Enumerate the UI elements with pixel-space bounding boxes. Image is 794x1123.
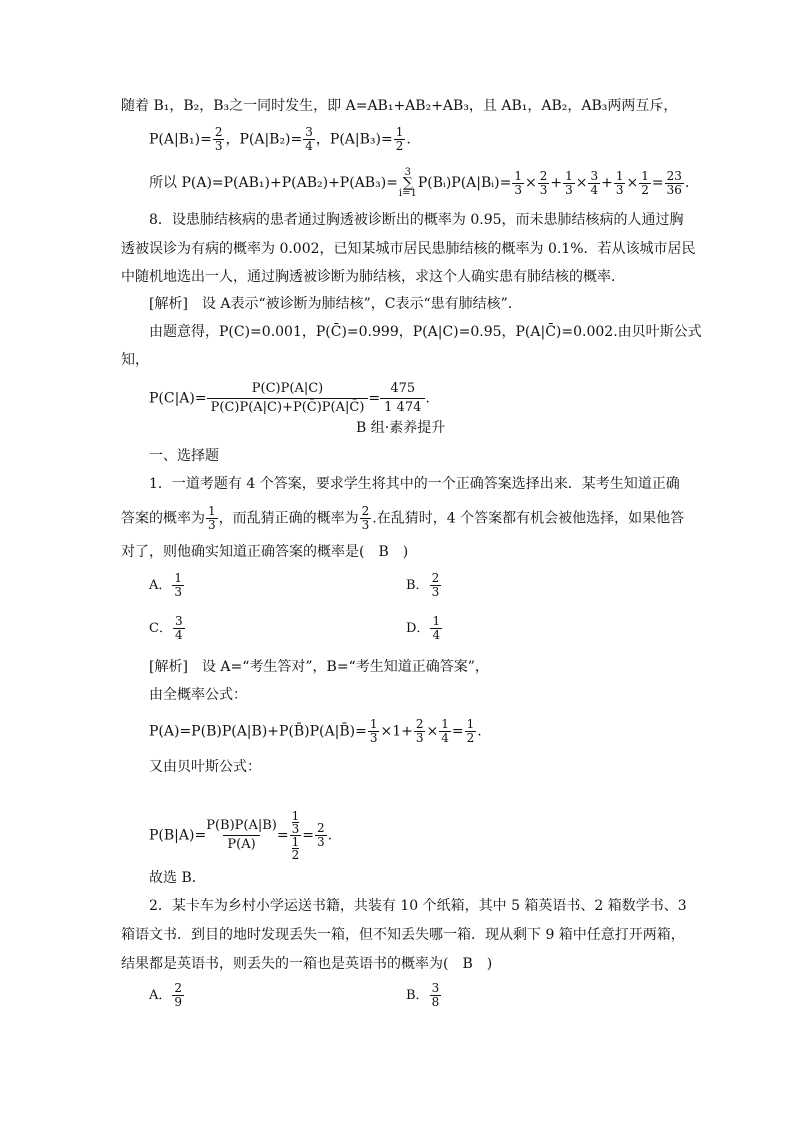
bayes-fraction: $\frac{P(C)P(A|C)}{P(C)P(A|C)+P(C̄)P(A|C̄)}$ [207, 380, 369, 417]
fraction: $\frac{2}{3}$ [214, 125, 223, 153]
bayes-formula-q8: P(C|A)= $\frac{P(C)P(A|C)}{P(C)P(A|C)+P(C̄)P(A|C̄)}$ = $\frac{475}{1 474}$ . [149, 381, 430, 415]
question-1-conclusion: 故选 B． [149, 870, 206, 886]
fraction: $\frac{2}{3}$ [316, 821, 325, 849]
option-a[interactable]: A． $\frac{1}{3}$ [149, 571, 183, 599]
result-fraction: $\frac{475}{1 474}$ [380, 380, 425, 417]
fraction: $\frac{2}{3}$ [415, 717, 424, 745]
question-8-line-2: 透被误诊为有病的概率为 0.002，已知某城市居民患肺结核的概率为 0.1%．若从该城市居民 [121, 241, 696, 257]
question-8-line-3: 中随机地选出一人，通过胸透被诊断为肺结核，求这个人确实患有肺结核的概率． [121, 269, 625, 285]
question-1-total-prob: P(A)=P(B)P(A|B)+P(B̄)P(A|B̄)= $\frac{1}{3}$ ×1+ $\frac{2}{3}$ × $\frac{1}{4}$ = $\frac{1}{2}$ . [149, 717, 482, 745]
question-1-line-1: 1．一道考题有 4 个答案，要求学生将其中的一个正确答案选择出来．某考生知道正确 [149, 476, 680, 492]
fraction: $\frac{3}{8}$ [431, 981, 440, 1009]
fraction: $\frac{1}{2}$ [466, 717, 475, 745]
fraction: $\frac{1}{4}$ [432, 614, 441, 642]
question-8-given: 由题意得，P(C)=0.001，P(C̄)=0.999，P(A|C)=0.95，P(A|C̄)=0.002.由贝叶斯公式 [149, 324, 702, 340]
question-2-line-2: 箱语文书．到目的地时发现丢失一箱，但不知丢失哪一箱．现从剩下 9 箱中任意打开两箱， [121, 927, 685, 943]
question-2-line-3: 结果都是英语书，则丢失的一箱也是英语书的概率为( B ) [121, 956, 493, 972]
option-d[interactable]: D． $\frac{1}{4}$ [406, 614, 441, 642]
question-1-line-2: 答案的概率为 $\frac{1}{3}$ ，而乱猜正确的概率为 $\frac{2}{3}$ .在乱猜时，4 个答案都有机会被他选择，如果他答 [121, 504, 685, 532]
fraction: $\frac{1}{3}$ [174, 571, 183, 599]
bayes-fraction: $\frac{P(B)P(A|B)}{P(A)}$ [206, 818, 277, 852]
summation: 3 ∑ i=1 [398, 167, 417, 199]
fraction: $\frac{23}{36}$ [666, 168, 682, 197]
fraction: $\frac{1}{4}$ [441, 717, 449, 745]
section-choice-heading: 一、选择题 [149, 448, 219, 464]
fraction: $\frac{2}{3}$ [431, 571, 440, 599]
section-b-heading: B 组·素养提升 [356, 420, 446, 436]
fraction: $\frac{3}{4}$ [590, 168, 599, 197]
fraction: $\frac{3}{4}$ [305, 125, 313, 153]
fraction: $\frac{1}{3}$ [208, 504, 216, 532]
fraction: $\frac{1}{2}$ [395, 125, 404, 153]
question-1-total-prob-label: 由全概率公式： [149, 687, 247, 703]
question-8-analysis: [解析] 设 A表示“被诊断为肺结核”，C表示“患有肺结核”． [149, 296, 522, 312]
solution-line-1: 随着 B₁，B₂，B₃之一同时发生，即 A=AB₁+AB₂+AB₃，且 AB₁，AB₂，AB₃两两互斥， [121, 98, 678, 114]
q2-option-a[interactable]: A． $\frac{2}{9}$ [149, 981, 183, 1009]
fraction: $\frac{1}{3}$ [514, 168, 522, 197]
conditional-probabilities-line: P(A|B₁)= $\frac{2}{3}$ ，P(A|B₂)= $\frac{3}{4}$ ，P(A|B₃)= $\frac{1}{2}$ . [149, 125, 411, 153]
total-probability-line: 所以 P(A)=P(AB₁)+P(AB₂)+P(AB₃)= 3 ∑ i=1 P(Bᵢ)P(A|Bᵢ)= $\frac{1}{3}$ × $\frac{2}{3}$ + $\frac{1}{3}$ × $\frac{3}{4}$ + $\frac{1}{3}$ × $\frac{1}{2}$ = $\frac{23}{36}$ . [149, 167, 690, 199]
q2-option-b[interactable]: B． $\frac{3}{8}$ [406, 981, 440, 1009]
fraction: $\frac{1}{3}$ [565, 168, 573, 197]
fraction: $\frac{1}{3}$ [615, 168, 624, 197]
fraction: $\frac{2}{3}$ [539, 168, 548, 197]
question-1-line-3: 对了，则他确实知道正确答案的概率是( B ) [121, 544, 409, 560]
fraction: $\frac{1}{3}$ [369, 717, 378, 745]
compound-fraction: 1 3 1 2 [291, 809, 300, 862]
question-8-given-cont: 知， [121, 352, 149, 368]
question-1-bayes: P(B|A)= $\frac{P(B)P(A|B)}{P(A)}$ = 1 3 1 2 = $\frac{2}{3}$ . [149, 809, 333, 862]
question-1-bayes-label: 又由贝叶斯公式： [149, 759, 261, 775]
option-b[interactable]: B． $\frac{2}{3}$ [406, 571, 440, 599]
fraction: $\frac{1}{2}$ [641, 168, 649, 197]
fraction: $\frac{2}{9}$ [174, 981, 183, 1009]
fraction: $\frac{3}{4}$ [174, 614, 183, 642]
option-c[interactable]: C． $\frac{3}{4}$ [149, 614, 183, 642]
question-8-line-1: 8．设患肺结核病的患者通过胸透被诊断出的概率为 0.95，而未患肺结核病的人通过胸 [149, 212, 684, 228]
question-1-analysis: [解析] 设 A=“考生答对”，B=“考生知道正确答案”， [149, 659, 489, 675]
question-2-line-1: 2．某卡车为乡村小学运送书籍，共装有 10 个纸箱，其中 5 箱英语书、2 箱数学书、3 [149, 898, 687, 914]
fraction: $\frac{2}{3}$ [361, 504, 370, 532]
